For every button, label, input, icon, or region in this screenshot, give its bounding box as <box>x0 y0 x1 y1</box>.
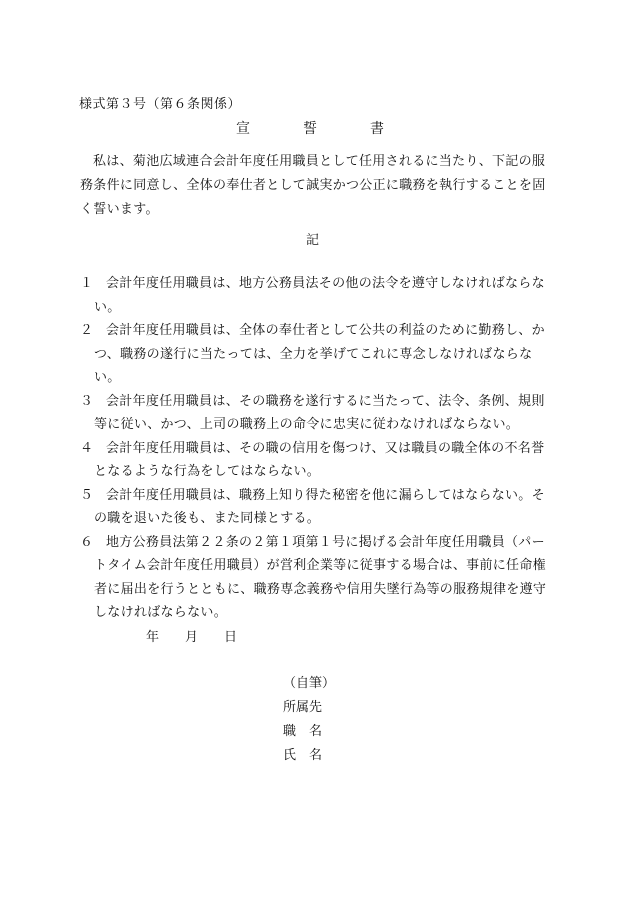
handwritten-note: （自筆） <box>283 676 336 691</box>
title-char-3: 書 <box>370 121 384 137</box>
date-year-label: 年 <box>146 630 160 645</box>
condition-number: １ <box>80 276 94 291</box>
title-char-2: 誓 <box>303 121 317 137</box>
document-title <box>236 118 384 138</box>
condition-text: 会計年度任用職員は、全体の奉仕者として公共の利益のために勤務し、かつ、職務の遂行に当たっては、全力を挙げてこれに専念しなければならない。 <box>94 323 545 385</box>
date-day-label: 日 <box>224 630 238 645</box>
condition-item <box>80 437 552 484</box>
condition-item <box>80 531 552 625</box>
title-char-1: 宣 <box>236 121 250 137</box>
position-label: 職 名 <box>283 724 323 739</box>
condition-number: ５ <box>80 487 94 503</box>
condition-number: ３ <box>80 393 94 409</box>
condition-text: 会計年度任用職員は、その職務を遂行するに当たって、法令、条例、規則等に従い、かつ、上司の職務上の命令に忠実に従わなければならない。 <box>94 393 545 432</box>
condition-item <box>80 390 552 437</box>
conditions-list <box>80 272 552 625</box>
signature-block <box>283 672 335 768</box>
condition-number: ６ <box>80 534 94 550</box>
condition-item <box>80 484 552 531</box>
condition-text: 地方公務員法第２２条の２第１項第１号に掲げる会計年度任用職員（パートタイム会計年度任用職員）が営利企業等に従事する場合は、事前に任命権者に届出を行うとともに、職務専念義務や信用失墜行為等の服務規律を遵守しなければならない。 <box>94 534 547 620</box>
date-line <box>146 626 237 645</box>
condition-text: 会計年度任用職員は、職務上知り得た秘密を他に漏らしてはならない。その職を退いた後も、また同様とする。 <box>94 487 545 526</box>
condition-item <box>80 272 552 319</box>
condition-number: ２ <box>80 323 94 338</box>
condition-item <box>80 319 552 390</box>
form-number: 様式第３号（第６条関係） <box>79 97 242 112</box>
affiliation-label: 所属先 <box>283 700 323 715</box>
intro-paragraph: 私は、菊池広域連合会計年度任用職員として任用されるに当たり、下記の服務条件に同意し、全体の奉仕者として誠実かつ公正に職務を執行することを固く誓います。 <box>80 154 546 217</box>
condition-text: 会計年度任用職員は、地方公務員法その他の法令を遵守しなければならない。 <box>94 276 545 315</box>
date-month-label: 月 <box>185 630 199 645</box>
condition-text: 会計年度任用職員は、その職の信用を傷つけ、又は職員の職全体の不名誉となるような行為をしてはならない。 <box>94 440 545 479</box>
name-label: 氏 名 <box>283 748 323 763</box>
condition-number: ４ <box>80 440 94 456</box>
ki-heading: 記 <box>306 233 320 248</box>
